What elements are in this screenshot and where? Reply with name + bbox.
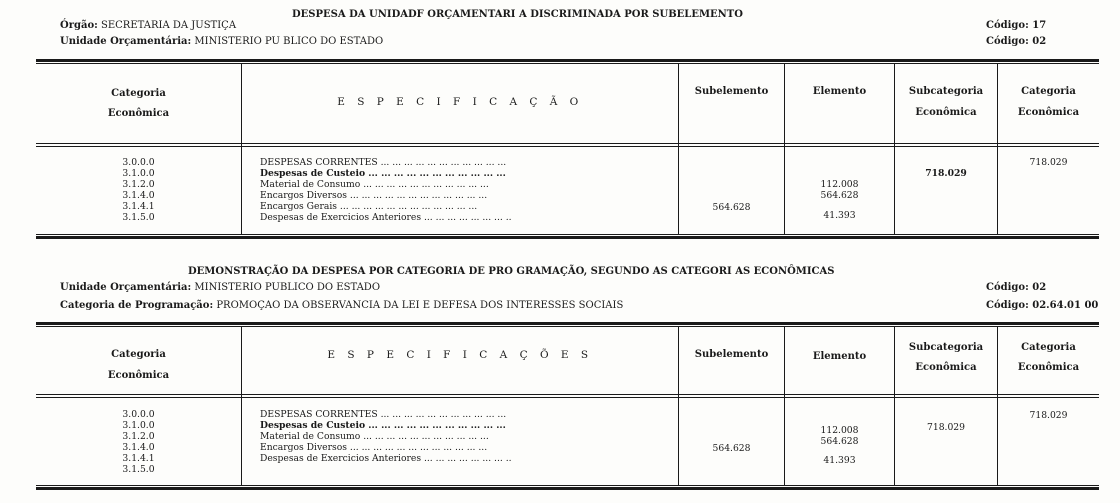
section2-codigo-unidade: Código: 02 [986,282,1047,293]
t2-elemento-value: 564.628 [820,436,859,447]
unidade-label: Unidade Orçamentária: [60,282,192,293]
table2-top-rule [36,322,1099,325]
section2-codigo-programacao: Código: 02.64.01 00 [986,300,1099,311]
t1-elemento-value: 112.008 [820,179,859,190]
t2-codes [36,409,241,475]
t2-header-categoria: Categoria [111,349,166,360]
t2-code: 3.1.4.0 [122,442,155,453]
t1-header-elemento: Elemento [812,86,867,97]
t2-spec: DESPESAS CORRENTES ... ... ... ... ... ... ... ... ... ... ... [260,409,507,420]
t2-code: 3.1.4.1 [122,453,155,464]
t1-spec: Despesas de Custeio ... ... ... ... ... ... ... ... ... ... ... [260,168,506,179]
table2-header-rule [36,394,1099,395]
table2-top-rule-thin [36,326,1099,327]
t1-code: 3.1.0.0 [122,168,155,179]
section1-codigo-unidade: Código: 02 [986,36,1047,47]
section2-unidade [60,282,380,293]
unidade-label: Unidade Orçamentária: [60,36,192,47]
programacao-label: Categoria de Programação: [60,300,214,311]
section1-unidade [60,36,383,47]
section1-codigo-orgao: Código: 17 [986,20,1047,31]
t2-header-elemento: Elemento [812,351,867,362]
t1-specs [260,157,512,223]
t2-subcategoria-value: 718.029 [927,422,965,433]
table1-bottom-rule [36,236,1099,239]
t1-header-especificacao: E S P E C I F I C A Ç Ã O [337,96,583,108]
t2-specs [260,409,512,464]
t1-spec: Despesas de Exercicios Anteriores ... ... ... ... ... ... ... .. [260,212,512,223]
t1-header-categoria: Categoria [111,88,166,99]
t1-code: 3.1.5.0 [122,212,155,223]
t1-subcategoria-value: 718.029 [925,168,967,179]
t2-code: 3.0.0.0 [122,409,155,420]
t1-header-categoria2: Categoria [1021,86,1076,97]
t2-code: 3.1.5.0 [122,464,155,475]
table1-bottom-rule-thin [36,234,1099,235]
t1-header-subelemento: Subelemento [694,86,769,97]
t2-header-cat2-economica: Econômica [1017,362,1080,373]
section1-title: DESPESA DA UNIDADF ORÇAMENTARI A DISCRIMINADA POR SUBELEMENTO [292,9,743,20]
t1-header-subcat-economica: Econômica [915,107,977,118]
t1-header-cat2-economica: Econômica [1017,107,1080,118]
t2-code: 3.1.0.0 [122,420,155,431]
t2-header-subcategoria: Subcategoria [908,342,984,353]
orgao-value: SECRETARIA DA JUSTIÇA [101,20,237,31]
t1-spec: DESPESAS CORRENTES ... ... ... ... ... ... ... ... ... ... ... [260,157,507,168]
t2-header-especificacoes: E S P E C I F I C A Ç Õ E S [327,349,593,361]
t2-header-categoria2: Categoria [1021,342,1076,353]
t2-categoria-value: 718.029 [1029,410,1068,421]
t1-elemento-value: 41.393 [823,210,856,221]
t1-subelemento-value: 564.628 [712,202,751,213]
t2-header-subcat-economica: Econômica [915,362,977,373]
t2-header-subelemento: Subelemento [694,349,769,360]
t1-header-economica: Econômica [107,108,170,119]
t1-spec: Material de Consumo ... ... ... ... ... ... ... ... ... ... ... [260,179,489,190]
t2-elemento-value: 112.008 [820,425,859,436]
t2-elemento-value: 41.393 [823,455,856,466]
t2-spec: Material de Consumo ... ... ... ... ... ... ... ... ... ... ... [260,431,489,442]
table2-header-rule-2 [36,397,1099,398]
t2-header-economica: Econômica [107,370,170,381]
programacao-value: PROMOÇAO DA OBSERVANCIA DA LEI E DEFESA DOS INTERESSES SOCIAIS [216,300,624,311]
unidade-value: MINISTERIO PUBLICO DO ESTADO [194,282,381,293]
section2-title: DEMONSTRAÇÃO DA DESPESA POR CATEGORIA DE PRO GRAMAÇÃO, SEGUNDO AS CATEGORI AS ECONÔMICAS [188,266,835,277]
unidade-value: MINISTERIO PU BLICO DO ESTADO [194,36,384,47]
table2-bottom-rule-thin [36,485,1099,486]
t1-spec: Encargos Diversos ... ... ... ... ... ... ... ... ... ... ... ... [260,190,488,201]
t2-spec: Encargos Diversos ... ... ... ... ... ... ... ... ... ... ... ... [260,442,488,453]
t2-code: 3.1.2.0 [122,431,155,442]
table1-divider-1 [241,64,242,234]
t2-subelemento-value: 564.628 [712,443,751,454]
t1-codes [36,157,241,223]
table2-bottom-rule [36,487,1099,490]
section2-programacao [60,300,623,311]
t1-code: 3.1.4.0 [122,190,155,201]
t1-header-subcategoria: Subcategoria [908,86,984,97]
t1-spec: Encargos Gerais ... ... ... ... ... ... ... ... ... ... ... ... [260,201,478,212]
orgao-label: Órgão: [60,20,98,31]
table1-top-rule-thin [36,63,1099,64]
t1-code: 3.1.2.0 [122,179,155,190]
t1-elemento-value: 564.628 [820,190,859,201]
section1-orgao [60,20,236,31]
t2-spec: Despesas de Exercicios Anteriores ... ... ... ... ... ... ... .. [260,453,512,464]
t1-code: 3.0.0.0 [122,157,155,168]
t1-code: 3.1.4.1 [122,201,155,212]
table1-header-rule [36,143,1099,144]
table1-top-rule [36,59,1099,62]
t1-categoria-value: 718.029 [1029,157,1068,168]
table1-header-rule-2 [36,146,1099,147]
t2-spec: Despesas de Custeio ... ... ... ... ... ... ... ... ... ... ... [260,420,506,431]
